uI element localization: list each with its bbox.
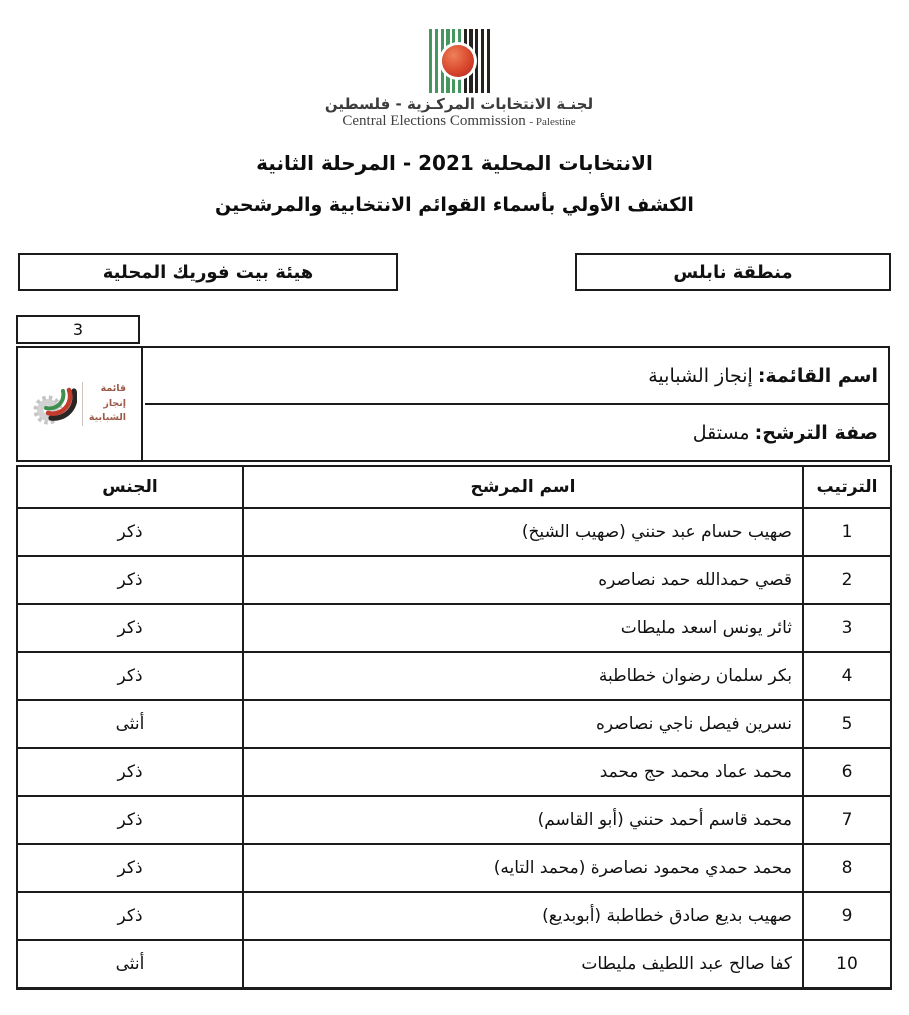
district-box: منطقة نابلس	[575, 253, 891, 291]
header-row	[17, 466, 891, 508]
document-title: الانتخابات المحلية 2021 - المرحلة الثانية	[256, 151, 653, 175]
candidate-name-cell: صهيب حسام عبد حنني (صهيب الشيخ)	[243, 508, 803, 556]
candidate-order-cell: 3	[803, 604, 891, 652]
candidate-name-cell: محمد قاسم أحمد حنني (أبو القاسم)	[243, 796, 803, 844]
candidate-gender-cell: ذكر	[17, 508, 243, 556]
candidate-gender-cell: ذكر	[17, 892, 243, 940]
list-name-row	[145, 348, 888, 405]
candidacy-type-row	[145, 405, 888, 460]
candidate-gender-cell: ذكر	[17, 652, 243, 700]
candidate-name-cell: كفا صالح عبد اللطيف مليطات	[243, 940, 803, 988]
order-column-header: الترتيب	[803, 466, 891, 508]
candidate-gender-cell: ذكر	[17, 748, 243, 796]
list-logo-text	[82, 382, 126, 426]
candidate-gender-cell: ذكر	[17, 796, 243, 844]
list-logo-text-line2: إنجاز	[103, 397, 127, 409]
candidate-order-cell: 5	[803, 700, 891, 748]
candidate-gender-cell: ذكر	[17, 604, 243, 652]
table-row	[17, 604, 891, 652]
cec-logo-icon	[429, 29, 490, 93]
candidate-name-cell: نسرين فيصل ناجي نصاصره	[243, 700, 803, 748]
org-name-english	[0, 113, 909, 130]
candidate-gender-cell: أنثى	[17, 700, 243, 748]
candidate-gender-cell: ذكر	[17, 556, 243, 604]
candidate-name-cell: صهيب بديع صادق خطاطبة (أبوبديع)	[243, 892, 803, 940]
list-info-section	[16, 346, 890, 462]
candidacy-type-value: مستقل	[692, 421, 750, 444]
candidate-order-cell: 1	[803, 508, 891, 556]
candidate-gender-cell: ذكر	[17, 844, 243, 892]
candidates-table-body	[17, 508, 891, 988]
candidate-order-cell: 2	[803, 556, 891, 604]
gender-column-header: الجنس	[17, 466, 243, 508]
candidate-name-cell: محمد عماد محمد حج محمد	[243, 748, 803, 796]
org-name-english-suffix: - Palestine	[529, 116, 576, 128]
list-logo-cell	[18, 348, 143, 460]
locality-box: هيئة بيت فوريك المحلية	[18, 253, 398, 291]
candidate-name-cell: محمد حمدي محمود نصاصرة (محمد التايه)	[243, 844, 803, 892]
list-logo-text-line3: الشبابية	[88, 412, 127, 424]
list-info-rows	[145, 348, 888, 460]
candidate-name-cell: ثائر يونس اسعد مليطات	[243, 604, 803, 652]
candidate-name-cell: قصي حمدالله حمد نصاصره	[243, 556, 803, 604]
table-row	[17, 892, 891, 940]
table-row	[17, 748, 891, 796]
candidates-table-header	[17, 466, 891, 508]
candidate-order-cell: 10	[803, 940, 891, 988]
candidates-table	[16, 465, 892, 990]
table-row	[17, 508, 891, 556]
candidate-order-cell: 8	[803, 844, 891, 892]
table-row	[17, 940, 891, 988]
org-name-english-main: Central Elections Commission	[342, 113, 526, 129]
candidate-order-cell: 6	[803, 748, 891, 796]
table-row	[17, 652, 891, 700]
table-row	[17, 556, 891, 604]
list-number-box: 3	[16, 315, 140, 344]
table-row	[17, 796, 891, 844]
cec-logo-red-circle-icon	[442, 45, 474, 77]
list-name-value: إنجاز الشبابية	[648, 364, 753, 387]
document-subtitle: الكشف الأولي بأسماء القوائم الانتخابية والمرشحين	[215, 194, 694, 216]
candidate-order-cell: 9	[803, 892, 891, 940]
candidate-order-cell: 4	[803, 652, 891, 700]
candidate-order-cell: 7	[803, 796, 891, 844]
list-logo-icon	[33, 382, 77, 426]
candidate-name-cell: بكر سلمان رضوان خطاطبة	[243, 652, 803, 700]
name-column-header: اسم المرشح	[243, 466, 803, 508]
table-row	[17, 700, 891, 748]
candidacy-type-label: صفة الترشح:	[754, 421, 878, 444]
list-name-label: اسم القائمة:	[757, 364, 878, 387]
table-row	[17, 844, 891, 892]
list-logo-text-line1: قائمة	[100, 382, 127, 394]
org-name-arabic: لجنـة الانتخابات المركـزية - فلسطين	[324, 95, 594, 113]
candidate-gender-cell: أنثى	[17, 940, 243, 988]
